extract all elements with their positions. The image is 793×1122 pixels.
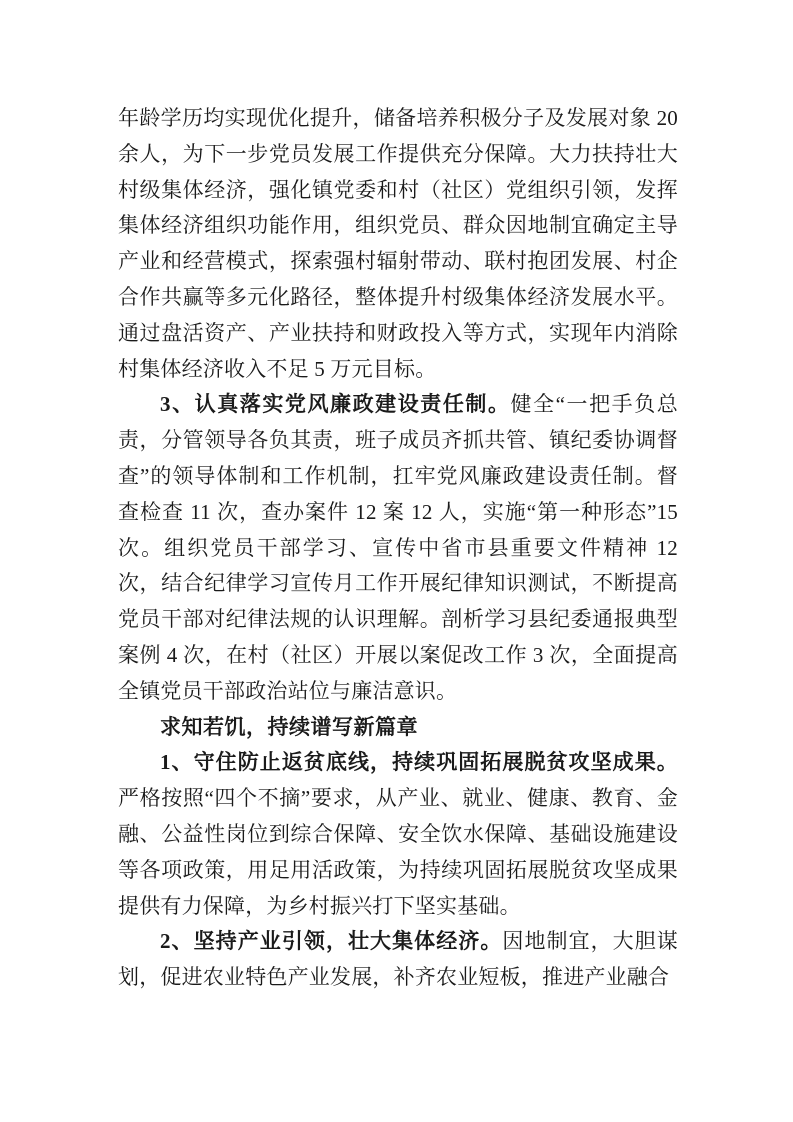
paragraph-lead: 2、坚持产业引领，壮大集体经济。 xyxy=(160,929,503,954)
paragraph-text: 严格按照“四个不摘”要求，从产业、就业、健康、教育、金融、公益性岗位到综合保障、安全饮水保障、基础设施建设等各项政策，用足用活政策，为持续巩固拓展脱贫攻坚成果提供有力保障，为乡村振兴打下坚实基础。 xyxy=(118,786,678,918)
paragraph-item-3 xyxy=(118,387,678,709)
paragraph-lead: 3、认真落实党风廉政建设责任制。 xyxy=(160,392,511,417)
section-heading xyxy=(118,710,678,746)
section-heading-text: 求知若饥，持续谱写新篇章 xyxy=(160,715,418,739)
paragraph-text: 年龄学历均实现优化提升，储备培养积极分子及发展对象 20 余人，为下一步党员发展工作提供充分保障。大力扶持壮大村级集体经济，强化镇党委和村（社区）党组织引领，发挥集体经济组织功能作用，组织党员、群众因地制宜确定主导产业和经营模式，探索强村辐射带动、联村抱团发展、村企合作共赢等多元化路径，整体提升村级集体经济发展水平。通过盘活资产、产业扶持和财政投入等方式，实现年内消除村集体经济收入不足 5 万元目标。 xyxy=(118,106,678,381)
paragraph-item-1 xyxy=(118,745,678,924)
paragraph-item-2 xyxy=(118,924,678,996)
paragraph-continuation xyxy=(118,101,678,387)
paragraph-lead: 1、守住防止返贫底线，持续巩固拓展脱贫攻坚成果。 xyxy=(160,750,678,775)
paragraph-text: 健全“一把手负总责，分管领导各负其责，班子成员齐抓共管、镇纪委协调督查”的领导体制和工作机制，扛牢党风廉政建设责任制。督查检查 11 次，查办案件 12 案 12 人，实施“第一种形态”15 次。组织党员干部学习、宣传中省市县重要文件精神 12 次，结合纪律学习宣传月工作开展纪律知识测试，不断提高党员干部对纪律法规的认识理解。剖析学习县纪委通报典型案例 4 次，在村（社区）开展以案促改工作 3 次，全面提高全镇党员干部政治站位与廉洁意识。 xyxy=(118,392,679,703)
paragraph-text: 因地制宜，大胆谋划，促进农业特色产业发展，补齐农业短板，推进产业融合 xyxy=(118,929,678,990)
